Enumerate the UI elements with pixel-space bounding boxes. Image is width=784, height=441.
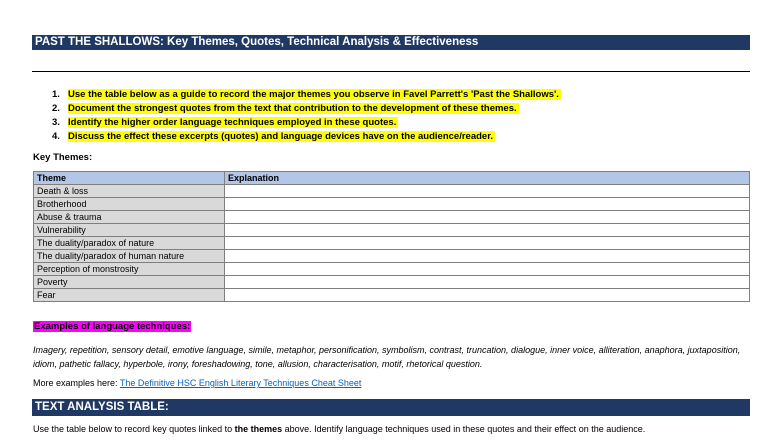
- explanation-cell[interactable]: [225, 198, 750, 211]
- themes-table: [33, 171, 750, 302]
- theme-cell: Brotherhood: [34, 198, 225, 211]
- theme-cell: Perception of monstrosity: [34, 263, 225, 276]
- instruction-number: 2.: [52, 103, 60, 114]
- theme-cell: The duality/paradox of nature: [34, 237, 225, 250]
- examples-label: Examples of language techniques:: [34, 321, 191, 332]
- more-examples-line: [33, 378, 361, 388]
- explanation-cell[interactable]: [225, 237, 750, 250]
- table-row: [34, 185, 750, 198]
- instruction-item: [52, 130, 561, 144]
- cheat-sheet-link[interactable]: The Definitive HSC English Literary Techniques Cheat Sheet: [119, 378, 362, 388]
- instruction-number: 4.: [52, 131, 60, 142]
- explanation-cell[interactable]: [225, 224, 750, 237]
- instructions-list: [52, 88, 561, 144]
- table-row: [34, 289, 750, 302]
- table-row: [34, 224, 750, 237]
- theme-cell: Abuse & trauma: [34, 211, 225, 224]
- table-row: [34, 237, 750, 250]
- instruction-item: [52, 102, 561, 116]
- explanation-cell[interactable]: [225, 263, 750, 276]
- table-row: [34, 250, 750, 263]
- analysis-instruction-part: Use the table below to record key quotes linked to: [33, 424, 235, 434]
- table-row: [34, 276, 750, 289]
- text-analysis-title: TEXT ANALYSIS TABLE:: [35, 401, 169, 413]
- theme-cell: Death & loss: [34, 185, 225, 198]
- table-row: [34, 263, 750, 276]
- page-title: PAST THE SHALLOWS: Key Themes, Quotes, Technical Analysis & Effectiveness: [35, 36, 479, 48]
- explanation-cell[interactable]: [225, 289, 750, 302]
- instruction-text: Discuss the effect these excerpts (quotes) and language devices have on the audience/reader.: [68, 131, 494, 142]
- explanation-cell[interactable]: [225, 185, 750, 198]
- theme-cell: Fear: [34, 289, 225, 302]
- instruction-text: Identify the higher order language techniques employed in these quotes.: [68, 117, 397, 128]
- explanation-cell[interactable]: [225, 250, 750, 263]
- explanation-cell[interactable]: [225, 276, 750, 289]
- theme-column-header: Theme: [34, 172, 225, 185]
- horizontal-rule: [32, 71, 750, 72]
- more-examples-prefix: More examples here:: [33, 378, 120, 388]
- instruction-text: Use the table below as a guide to record the major themes you observe in Favel Parrett's 'Past the Shallows'.: [68, 89, 559, 100]
- theme-cell: Vulnerability: [34, 224, 225, 237]
- instruction-text: Document the strongest quotes from the text that contribution to the development of these themes.: [68, 103, 517, 114]
- page-title-bar: [32, 35, 750, 50]
- analysis-instruction: [33, 424, 645, 434]
- techniques-list-text: Imagery, repetition, sensory detail, emotive language, simile, metaphor, personification, symbolism, contrast, truncation, dialogue, inner voice, alliteration, anaphora, juxtaposition, idiom, pathetic fallacy, hyperbole, irony, foreshadowing, tone, allusion, characterisation, motif, rhetorical question.: [33, 345, 741, 369]
- table-row: [34, 198, 750, 211]
- instruction-item: [52, 116, 561, 130]
- table-row: [34, 211, 750, 224]
- instruction-number: 1.: [52, 89, 60, 100]
- explanation-cell[interactable]: [225, 211, 750, 224]
- key-themes-label: Key Themes:: [33, 152, 93, 163]
- analysis-instruction-part: above. Identify language techniques used in these quotes and their effect on the audience.: [282, 424, 646, 434]
- themes-table-header-row: [34, 172, 750, 185]
- instruction-number: 3.: [52, 117, 60, 128]
- text-analysis-title-bar: [32, 399, 750, 416]
- analysis-instruction-bold: the themes: [234, 424, 283, 434]
- theme-cell: The duality/paradox of human nature: [34, 250, 225, 263]
- instruction-item: [52, 88, 561, 102]
- theme-cell: Poverty: [34, 276, 225, 289]
- explanation-column-header: Explanation: [225, 172, 750, 185]
